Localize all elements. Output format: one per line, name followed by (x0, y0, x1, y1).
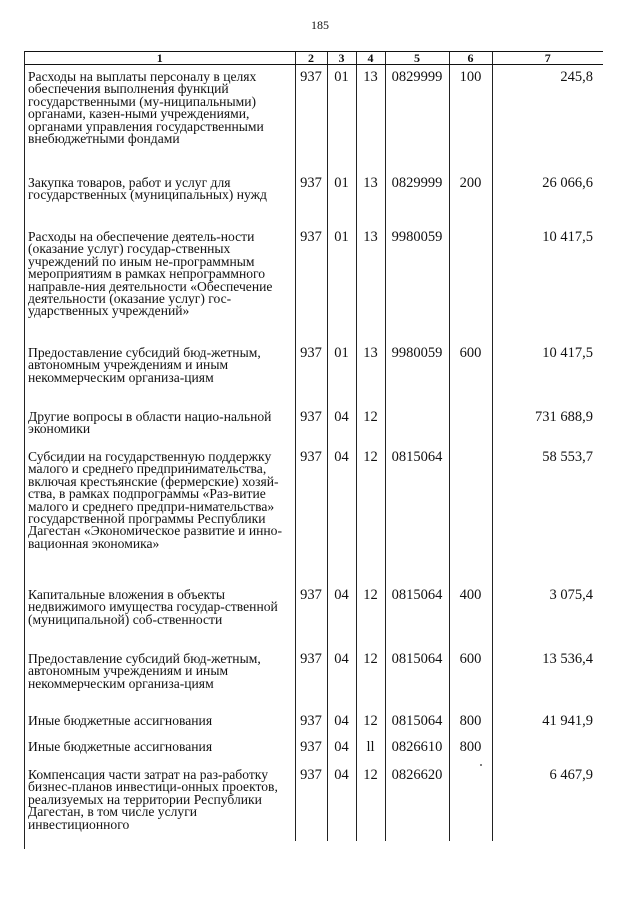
ministry-code: 937 (295, 341, 327, 405)
subsection-code: 12 (356, 405, 385, 445)
section-code: 01 (327, 341, 356, 405)
amount: 41 941,9 (492, 709, 603, 735)
amount (492, 735, 603, 763)
expense-type-code (449, 763, 492, 841)
expense-name: Другие вопросы в области нацио-нальной экономики (28, 409, 272, 437)
expense-type-code: 800 (449, 735, 492, 763)
scan-speck (480, 764, 482, 766)
section-code: 04 (327, 735, 356, 763)
amount: 731 688,9 (492, 405, 603, 445)
target-article-code: 0826610 (385, 735, 449, 763)
column-header-1: 1 (25, 52, 295, 65)
target-article-code (385, 405, 449, 445)
amount: 58 553,7 (492, 445, 603, 583)
section-code: 04 (327, 583, 356, 647)
amount: 10 417,5 (492, 225, 603, 341)
subsection-code: 13 (356, 341, 385, 405)
table-row (25, 65, 603, 172)
expense-name: Компенсация части затрат на раз-работку бизнес-планов инвестици-онных проектов, реализуемых на территории Республики Дагестан, в том числе услуги инвестиционного (28, 767, 278, 832)
expense-type-code: 600 (449, 341, 492, 405)
section-code: 04 (327, 763, 356, 841)
target-article-code: 0815064 (385, 647, 449, 709)
table-row (25, 445, 603, 583)
ministry-code: 937 (295, 735, 327, 763)
subsection-code: 12 (356, 647, 385, 709)
expense-type-code: 800 (449, 709, 492, 735)
ministry-code: 937 (295, 65, 327, 172)
table-row (25, 763, 603, 841)
target-article-code: 9980059 (385, 225, 449, 341)
header-row (25, 52, 603, 65)
expense-name: Расходы на обеспечение деятель-ности (оказание услуг) государ-ственных учреждений по иным не-программным мероприятиям в рамках непрограммного направле-ния деятельности «Обеспечение деятельности (оказание услуг) гос-ударственных учреждений» (28, 229, 273, 319)
section-code: 01 (327, 171, 356, 225)
ministry-code: 937 (295, 763, 327, 841)
section-code: 04 (327, 405, 356, 445)
ministry-code: 937 (295, 583, 327, 647)
subsection-code: 12 (356, 763, 385, 841)
column-header-6: 6 (449, 52, 492, 65)
table-row (25, 735, 603, 763)
target-article-code: 0815064 (385, 583, 449, 647)
subsection-code: 12 (356, 709, 385, 735)
ministry-code: 937 (295, 647, 327, 709)
table-header (25, 52, 603, 65)
expense-name: Расходы на выплаты персоналу в целях обеспечения выполнения функций государственными (му-ниципальными) органами, казен-ными учреждениями, органами управления государственными внебюджетными фондами (28, 69, 264, 147)
section-code: 04 (327, 445, 356, 583)
expense-name: Предоставление субсидий бюд-жетным, автономным учреждениям и иным некоммерческим организа-циям (28, 345, 261, 385)
table-row (25, 583, 603, 647)
amount: 3 075,4 (492, 583, 603, 647)
ministry-code: 937 (295, 709, 327, 735)
target-article-code: 0815064 (385, 709, 449, 735)
table-row (25, 225, 603, 341)
expense-type-code (449, 445, 492, 583)
expense-type-code: 200 (449, 171, 492, 225)
budget-table-container (24, 51, 603, 849)
expense-name: Субсидии на государственную поддержку малого и среднего предпринимательства, включая крестьянские (фермерские) хозяй-ства, в рамках подпрограммы «Раз-витие малого и среднего предпри-нимательства» государственной программы Республики Дагестан «Экономическое развитие и инно-вационная экономика» (28, 449, 283, 551)
section-code: 01 (327, 225, 356, 341)
table-body (25, 65, 603, 842)
subsection-code: 13 (356, 65, 385, 172)
expense-type-code (449, 225, 492, 341)
ministry-code: 937 (295, 405, 327, 445)
target-article-code: 0815064 (385, 445, 449, 583)
column-header-2: 2 (295, 52, 327, 65)
column-header-4: 4 (356, 52, 385, 65)
table-row (25, 405, 603, 445)
expense-type-code: 100 (449, 65, 492, 172)
amount: 13 536,4 (492, 647, 603, 709)
target-article-code: 0829999 (385, 65, 449, 172)
expense-name: Капитальные вложения в объекты недвижимого имущества государ-ственной (муниципальной) соб-ственности (28, 587, 278, 627)
page-number: 185 (311, 18, 329, 32)
amount: 245,8 (492, 65, 603, 172)
subsection-code: 13 (356, 225, 385, 341)
target-article-code: 9980059 (385, 341, 449, 405)
expense-type-code: 600 (449, 647, 492, 709)
subsection-code: 13 (356, 171, 385, 225)
column-header-3: 3 (327, 52, 356, 65)
amount: 6 467,9 (492, 763, 603, 841)
table-row (25, 647, 603, 709)
table-row (25, 341, 603, 405)
budget-table (25, 51, 603, 841)
ministry-code: 937 (295, 445, 327, 583)
expense-name: Предоставление субсидий бюд-жетным, автономным учреждениям и иным некоммерческим организа-циям (28, 651, 261, 691)
table-row (25, 171, 603, 225)
expense-name: Иные бюджетные ассигнования (28, 739, 213, 754)
ministry-code: 937 (295, 225, 327, 341)
subsection-code: 12 (356, 583, 385, 647)
section-code: 04 (327, 709, 356, 735)
expense-name: Закупка товаров, работ и услуг для государственных (муниципальных) нужд (28, 175, 267, 203)
target-article-code: 0826620 (385, 763, 449, 841)
amount: 10 417,5 (492, 341, 603, 405)
table-row (25, 709, 603, 735)
subsection-code: 12 (356, 445, 385, 583)
ministry-code: 937 (295, 171, 327, 225)
section-code: 04 (327, 647, 356, 709)
expense-type-code: 400 (449, 583, 492, 647)
expense-type-code (449, 405, 492, 445)
subsection-code: ll (356, 735, 385, 763)
target-article-code: 0829999 (385, 171, 449, 225)
section-code: 01 (327, 65, 356, 172)
column-header-5: 5 (385, 52, 449, 65)
column-header-7: 7 (492, 52, 603, 65)
expense-name: Иные бюджетные ассигнования (28, 713, 213, 728)
amount: 26 066,6 (492, 171, 603, 225)
